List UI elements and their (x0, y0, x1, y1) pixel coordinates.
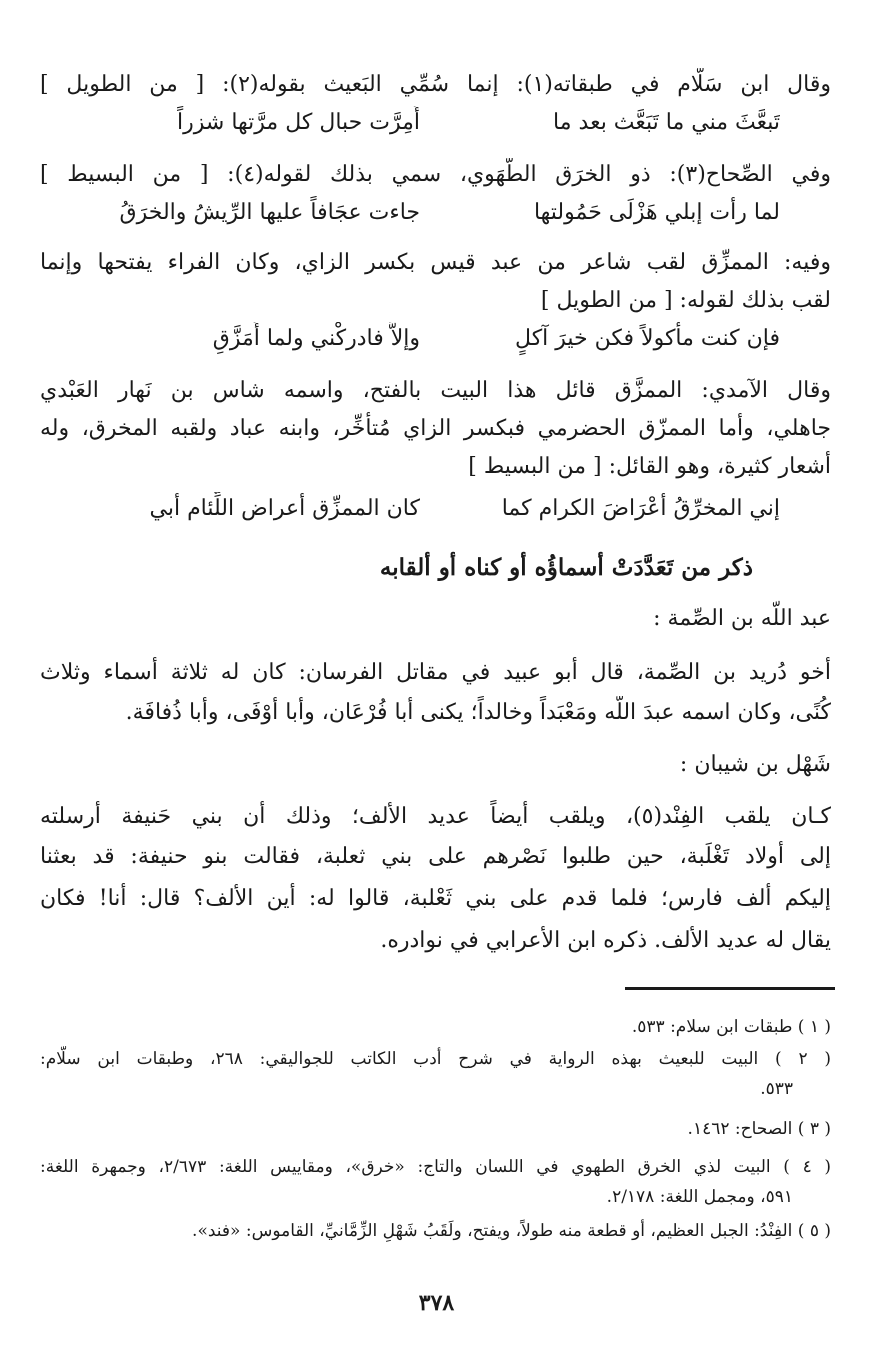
footnote: ( ٣ ) الصحاح: ١٤٦٢. (687, 1119, 831, 1139)
page-number: ٣٧٨ (418, 1290, 455, 1316)
footnote-continuation: ٥٣٣. (760, 1079, 793, 1099)
entry-name: عبد اللّه بن الصِّمة : (653, 606, 831, 631)
section-heading: ذكر من تَعَدَّدَتْ أسماؤُه أو كناه أو ألقابه (379, 554, 753, 581)
verse-hemistich-left: جاءت عجَافاً عليها الرِّيشُ والخرَقُ (119, 200, 420, 225)
paragraph-line: لقب بذلك لقوله: [ من الطويل ] (540, 288, 831, 313)
verse-hemistich-left: وإلاَّ فادركْني ولما أُمَزَّقِ (212, 326, 420, 351)
paragraph-line: كُنًى، وكان اسمه عبدَ اللّه ومَعْبَداً وخالداً؛ يكنى أبا فُرْعَان، وأبا أوْفَى، وأبا ذُفافَة. (125, 700, 831, 725)
footnote-separator (625, 987, 835, 990)
paragraph-line: وفيه: الممزِّق لقب شاعر من عبد قيس بكسر الزاي، وكان الفراء يفتحها وإنما (40, 250, 831, 275)
paragraph-line: يقال له عديد الألف. ذكره ابن الأعرابي في نوادره. (380, 928, 831, 953)
entry-name: شَهْل بن شيبان : (679, 752, 831, 777)
footnote: ( ٤ ) البيت لذي الخرق الطهوي في اللسان والتاج: «خرق»، ومقاييس اللغة: ٢/٦٧٣، وجمهرة اللغة: (40, 1157, 831, 1177)
paragraph-line: أشعار كثيرة، وهو القائل: [ من البسيط ] (468, 454, 831, 479)
verse-hemistich-left: كان الممزِّق أعراض اللِّئام أبي (149, 496, 420, 521)
footnote: ( ١ ) طبقات ابن سلام: ٥٣٣. (631, 1017, 831, 1037)
paragraph-line: إليكم ألف فارس؛ فلما قدم على بني ثَعْلبة، قالوا له: أين الألف؟ قال: أنا! فكان (40, 886, 831, 911)
paragraph-line: جاهلي، وأما الممزّق الحضرمي فبكسر الزاي مُتأخِّر، وابنه عباد ولقبه المخرق، وله (40, 416, 831, 441)
paragraph-line: كـان يلقب الفِنْد(٥)، ويلقب أيضاً عديد الألف؛ وذلك أن بني حَنيفة أرسلته (40, 804, 831, 829)
paragraph-line: أخو دُريد بن الصِّمة، قال أبو عبيد في مقاتل الفرسان: كان له ثلاثة أسماء وثلاث (40, 660, 831, 685)
footnote: ( ٢ ) البيت للبعيث بهذه الرواية في شرح أدب الكاتب للجواليقي: ٢٦٨، وطبقات ابن سلّام: (40, 1049, 831, 1069)
verse-hemistich-right: إني المخرِّقُ أعْرَاضَ الكرام كما (501, 496, 780, 521)
verse-hemistich-right: لما رأت إبلي هَزْلَى حَمُولتها (533, 200, 780, 225)
verse-hemistich-right: فإن كنت مأكولاً فكن خيرَ آكلٍ (515, 326, 780, 351)
paragraph-line: وقال الآمدي: الممزَّق قائل هذا البيت بالفتح، واسمه شاس بن نَهار العَبْدي (40, 378, 831, 403)
paragraph-line: وفي الصِّحاح(٣): ذو الخرَق الطُّهَوي، سمي بذلك لقوله(٤): [ من البسيط ] (40, 162, 831, 187)
paragraph-line: وقال ابن سَلَّام في طبقاته(١): إنما سُمِّي البَعيث بقوله(٢): [ من الطويل ] (40, 72, 831, 97)
paragraph-line: إلى أولاد تَغْلَبة، حين طلبوا نَصْرهم على بني ثعلبة، فقالت بنو حنيفة: قد بعثنا (40, 844, 831, 869)
verse-hemistich-left: أُمِرَّت حبال كل مرَّتها شزراً (177, 110, 420, 135)
footnote: ( ٥ ) الفِنْدُ: الجبل العظيم، أو قطعة منه طولاً، ويفتح، ولَقَبُ شَهْلِ الزِّمَّانيِّ، القاموس: «فند». (192, 1221, 831, 1241)
verse-hemistich-right: تَبعَّثَ مني ما تَبَعَّث بعد ما (553, 110, 780, 135)
footnote-continuation: ٥٩١، ومجمل اللغة: ٢/١٧٨. (606, 1187, 793, 1207)
